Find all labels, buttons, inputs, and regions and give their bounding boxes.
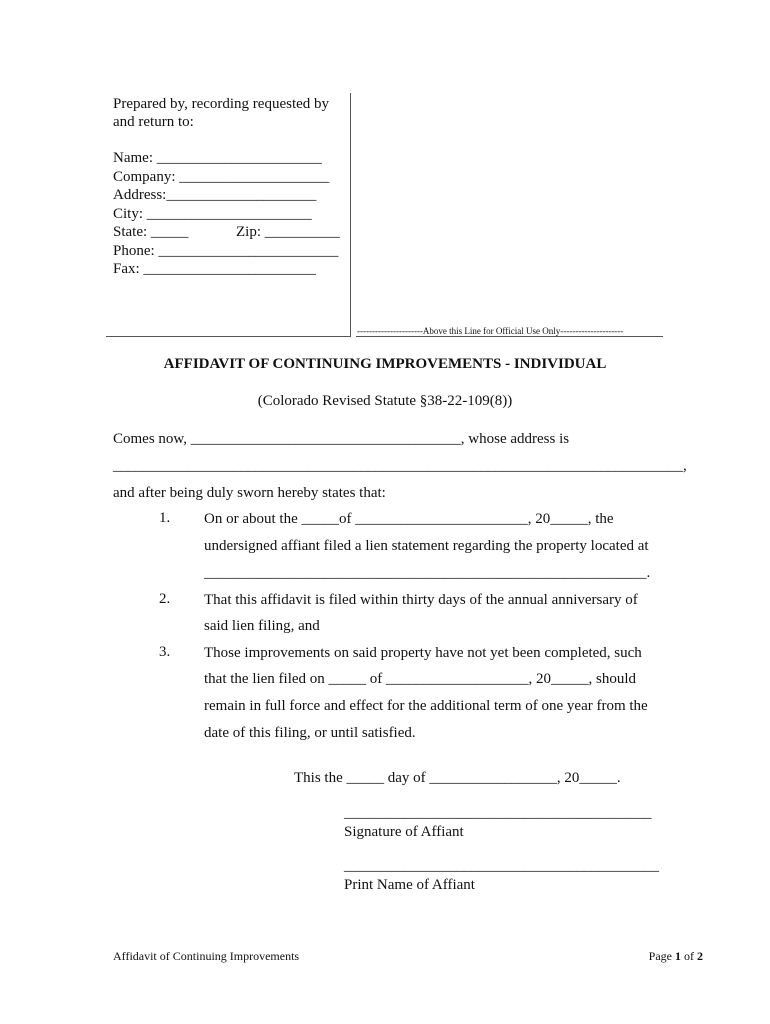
company-field[interactable]: Company: ____________________ xyxy=(113,169,330,185)
page-total: 2 xyxy=(697,949,703,963)
fax-field[interactable]: Fax: _______________________ xyxy=(113,261,316,277)
item-1-line-3[interactable]: ___________________________________________________________. xyxy=(204,565,651,581)
item-3-line-1: Those improvements on said property have not yet been completed, such xyxy=(204,645,642,661)
statute-reference: (Colorado Revised Statute §38-22-109(8)) xyxy=(257,393,513,409)
print-name-line[interactable]: __________________________________________ xyxy=(344,858,659,874)
state-field[interactable]: State: _____ xyxy=(113,224,189,240)
address-line[interactable]: ____________________________________________________________________________, xyxy=(113,458,687,474)
phone-field[interactable]: Phone: ________________________ xyxy=(113,243,339,259)
item-3-line-3: remain in full force and effect for the additional term of one year from the xyxy=(204,698,648,714)
city-field[interactable]: City: ______________________ xyxy=(113,206,312,222)
item-3-line-2[interactable]: that the lien filed on _____ of ___________________, 20_____, should xyxy=(204,671,637,687)
dated-line[interactable]: This the _____ day of _________________, 20_____. xyxy=(294,770,621,786)
signature-line[interactable]: _________________________________________ xyxy=(344,805,652,821)
item-number: 3. xyxy=(159,644,171,660)
address-field[interactable]: Address:____________________ xyxy=(113,187,317,203)
prepared-by-line1: Prepared by, recording requested by xyxy=(113,96,330,112)
item-2-line-1: That this affidavit is filed within thirty days of the annual anniversary of xyxy=(204,592,638,608)
page-of: of xyxy=(681,949,697,963)
item-3-line-4: date of this filing, or until satisfied. xyxy=(204,725,416,741)
official-use-label: ----------------------Above this Line for Official Use Only--------------------- xyxy=(357,326,624,336)
recording-divider-left xyxy=(106,336,350,337)
item-2-line-2: said lien filing, and xyxy=(204,618,320,634)
item-1-line-1[interactable]: On or about the _____of _______________________, 20_____, the xyxy=(204,511,614,527)
recording-divider-vertical xyxy=(350,93,351,337)
page-prefix: Page xyxy=(648,949,675,963)
page-current: 1 xyxy=(675,949,681,963)
sworn-statement: and after being duly sworn hereby states that: xyxy=(113,485,386,501)
comes-now-line[interactable]: Comes now, ____________________________________, whose address is xyxy=(113,431,570,447)
item-number: 1. xyxy=(159,510,171,526)
signature-label: Signature of Affiant xyxy=(344,824,464,840)
print-name-label: Print Name of Affiant xyxy=(344,877,475,893)
item-number: 2. xyxy=(159,591,171,607)
name-field[interactable]: Name: ______________________ xyxy=(113,150,322,166)
footer-title: Affidavit of Continuing Improvements xyxy=(113,949,300,963)
recording-divider-right xyxy=(356,336,663,337)
document-title: AFFIDAVIT OF CONTINUING IMPROVEMENTS - INDIVIDUAL xyxy=(163,356,607,372)
zip-field[interactable]: Zip: __________ xyxy=(236,224,340,240)
page-indicator xyxy=(649,949,703,964)
item-1-line-2: undersigned affiant filed a lien statement regarding the property located at xyxy=(204,538,649,554)
prepared-by-line2: and return to: xyxy=(113,114,194,130)
